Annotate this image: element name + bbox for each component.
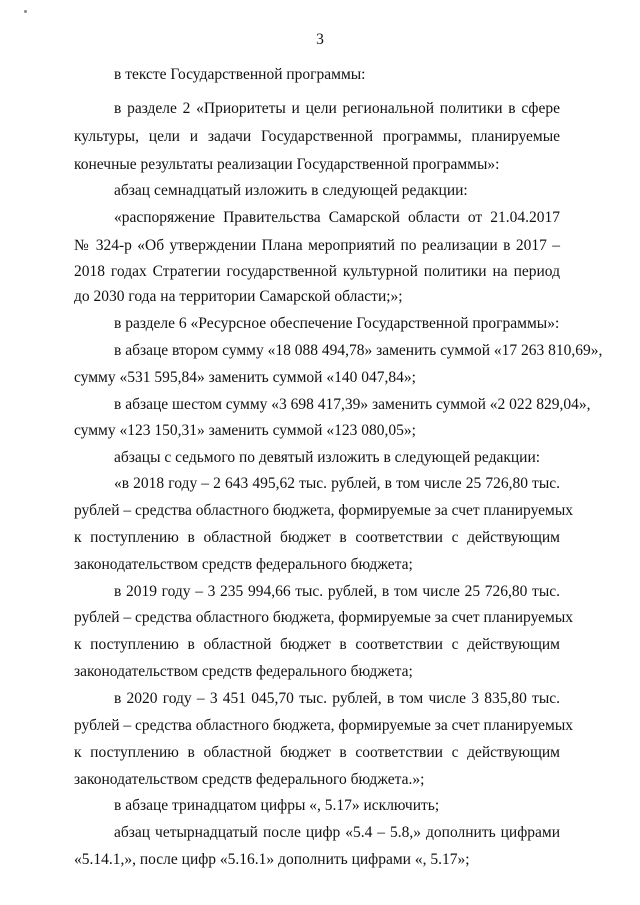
paragraph-line: сумму «531 595,84» заменить суммой «140 047,84»;: [74, 369, 416, 386]
paragraph-line: до 2030 года на территории Самарской области;»;: [74, 288, 403, 305]
paragraph-line: законодательством средств федерального бюджета;: [74, 556, 413, 573]
paragraph-line: сумму «123 150,31» заменить суммой «123 080,05»;: [74, 422, 416, 439]
page-number: 3: [316, 31, 324, 48]
paragraph-line: абзац семнадцатый изложить в следующей редакции:: [114, 182, 468, 199]
scan-speck: [24, 10, 27, 13]
paragraph-line: рублей – средства областного бюджета, формируемые за счет планируемых: [74, 717, 573, 734]
paragraph-line: к поступлению в областной бюджет в соответствии с действующим: [74, 636, 560, 653]
paragraph-line: в абзаце шестом сумму «3 698 417,39» заменить суммой «2 022 829,04»,: [114, 396, 591, 413]
paragraph-line: абзацы с седьмого по девятый изложить в следующей редакции:: [114, 449, 541, 466]
paragraph-line: рублей – средства областного бюджета, формируемые за счет планируемых: [74, 502, 573, 519]
paragraph-line: «5.14.1,», после цифр «5.16.1» дополнить цифрами «, 5.17»;: [74, 851, 470, 868]
paragraph-line: к поступлению в областной бюджет в соответствии с действующим: [74, 744, 560, 761]
paragraph-line: культуры, цели и задачи Государственной программы, планируемые: [74, 128, 560, 145]
paragraph-line: законодательством средств федерального бюджета;: [74, 663, 413, 680]
paragraph-line: абзац четырнадцатый после цифр «5.4 – 5.8,» дополнить цифрами: [114, 824, 560, 841]
paragraph-line: в 2020 году – 3 451 045,70 тыс. рублей, в том числе 3 835,80 тыс.: [114, 690, 560, 707]
paragraph-line: в разделе 6 «Ресурсное обеспечение Государственной программы»:: [114, 315, 560, 332]
paragraph-line: рублей – средства областного бюджета, формируемые за счет планируемых: [74, 609, 573, 626]
paragraph-line: в 2019 году – 3 235 994,66 тыс. рублей, в том числе 25 726,80 тыс.: [114, 583, 560, 600]
paragraph-line: в абзаце тринадцатом цифры «, 5.17» исключить;: [114, 797, 440, 814]
paragraph-line: к поступлению в областной бюджет в соответствии с действующим: [74, 529, 560, 546]
paragraph-line: законодательством средств федерального бюджета.»;: [74, 771, 425, 788]
paragraph-line: в тексте Государственной программы:: [114, 66, 366, 83]
paragraph-line: конечные результаты реализации Государственной программы»:: [74, 156, 500, 173]
paragraph-line: в абзаце втором сумму «18 088 494,78» заменить суммой «17 263 810,69»,: [114, 342, 603, 359]
paragraph-line: 2018 годах Стратегии государственной культурной политики на период: [74, 263, 560, 280]
paragraph-line: в разделе 2 «Приоритеты и цели региональной политики в сфере: [114, 100, 560, 117]
paragraph-line: «распоряжение Правительства Самарской области от 21.04.2017: [114, 209, 560, 226]
paragraph-line: «в 2018 году – 2 643 495,62 тыс. рублей, в том числе 25 726,80 тыс.: [114, 475, 560, 492]
paragraph-line: № 324-р «Об утверждении Плана мероприятий по реализации в 2017 –: [74, 237, 560, 254]
